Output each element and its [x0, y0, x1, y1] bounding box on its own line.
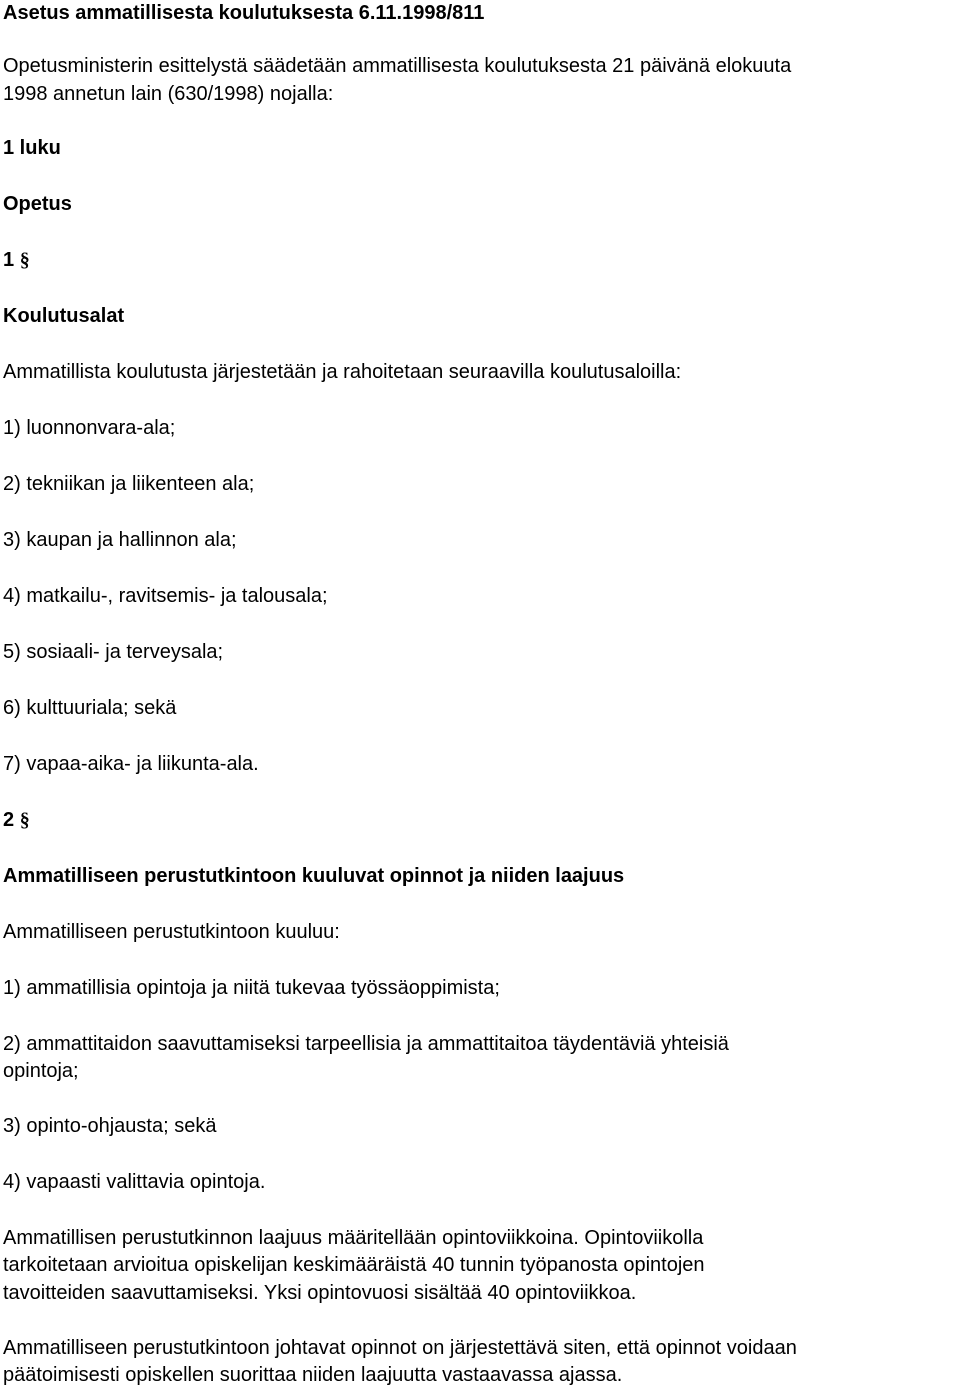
section-number: 1 [3, 249, 15, 271]
document-title: Asetus ammatillisesta koulutuksesta 6.11.1998/811 [3, 2, 485, 24]
chapter-number: 1 luku [3, 137, 61, 159]
chapter-title: Opetus [3, 193, 72, 215]
list-item: 2) ammattitaidon saavuttamiseksi tarpeellisia ja ammattitaitoa täydentäviä yhteisiä [3, 1033, 729, 1055]
section-1-lead: Ammatillista koulutusta järjestetään ja rahoitetaan seuraavilla koulutusaloilla: [3, 361, 682, 383]
section-1-number [3, 246, 30, 274]
list-item: 4) matkailu-, ravitsemis- ja talousala; [3, 585, 328, 607]
list-item: 4) vapaasti valittavia opintoja. [3, 1171, 266, 1193]
list-item: 1) ammatillisia opintoja ja niitä tukevaa työssäoppimista; [3, 977, 500, 999]
section-2-heading: Ammatilliseen perustutkintoon kuuluvat opinnot ja niiden laajuus [3, 865, 625, 887]
section-sign: § [19, 809, 30, 831]
paragraph-2-line-2: päätoimisesti opiskellen suorittaa niiden laajuutta vastaavassa ajassa. [3, 1364, 623, 1386]
paragraph-1-line-2: tarkoitetaan arvioitua opiskelijan keskimääräistä 40 tunnin työpanosta opintojen [3, 1254, 705, 1276]
section-sign: § [19, 249, 30, 271]
section-2-number [3, 806, 30, 834]
section-number: 2 [3, 809, 15, 831]
list-item: 5) sosiaali- ja terveysala; [3, 641, 224, 663]
intro-line-2: 1998 annetun lain (630/1998) nojalla: [3, 83, 334, 105]
section-2-lead: Ammatilliseen perustutkintoon kuuluu: [3, 921, 340, 943]
paragraph-1-line-1: Ammatillisen perustutkinnon laajuus määritellään opintoviikkoina. Opintoviikolla [3, 1227, 704, 1249]
paragraph-1-line-3: tavoitteiden saavuttamiseksi. Yksi opintovuosi sisältää 40 opintoviikkoa. [3, 1282, 637, 1304]
list-item: 3) opinto-ohjausta; sekä [3, 1115, 217, 1137]
intro-line-1: Opetusministerin esittelystä säädetään ammatillisesta koulutuksesta 21 päivänä elokuuta [3, 55, 792, 77]
list-item: 3) kaupan ja hallinnon ala; [3, 529, 237, 551]
list-item: 1) luonnonvara-ala; [3, 417, 176, 439]
section-1-heading: Koulutusalat [3, 305, 125, 327]
list-item: 7) vapaa-aika- ja liikunta-ala. [3, 753, 259, 775]
list-item: 6) kulttuuriala; sekä [3, 697, 177, 719]
list-item-continuation: opintoja; [3, 1060, 79, 1082]
paragraph-2-line-1: Ammatilliseen perustutkintoon johtavat opinnot on järjestettävä siten, että opinnot voidaan [3, 1337, 797, 1359]
list-item: 2) tekniikan ja liikenteen ala; [3, 473, 255, 495]
